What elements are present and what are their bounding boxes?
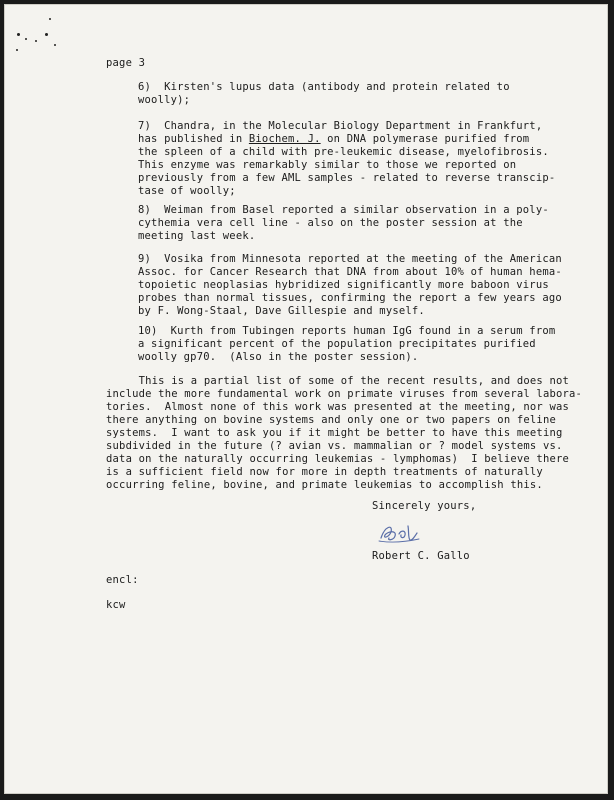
stray-mark (54, 44, 56, 46)
closing-paragraph-line: include the more fundamental work on primate viruses from several labora- (106, 388, 583, 400)
stray-mark (25, 38, 27, 40)
handwritten-signature (375, 520, 425, 546)
list-item-7-line-6: tase of woolly; (138, 185, 236, 197)
salutation: Sincerely yours, (372, 500, 477, 512)
text-body: spleen of a child with pre-leukemic disease, myelofibrosis. (164, 146, 549, 158)
list-item-7-line-3 (138, 146, 549, 159)
list-item-10-line-3: woolly gp70. (Also in the poster session). (138, 351, 419, 363)
closing-paragraph-line: This is a partial list of some of the recent results, and does not (106, 375, 570, 387)
list-item-6-line-2: woolly); (138, 94, 191, 106)
stray-mark (49, 18, 51, 20)
closing-paragraph-line: is a sufficient field now for more in depth treatments of naturally (106, 466, 543, 478)
list-item-9-line-5: by F. Wong-Staal, Dave Gillespie and myself. (138, 305, 425, 317)
list-item-9-line-3: topoietic neoplasias hybridized significantly more baboon virus (138, 279, 549, 291)
stray-mark (16, 49, 18, 51)
closing-paragraph-line: tories. Almost none of this work was presented at the meeting, nor was (106, 401, 570, 413)
list-item-8-line-2: cythemia vera cell line - also on the poster session at the (138, 217, 523, 229)
signer-name: Robert C. Gallo (372, 550, 470, 562)
list-item-9-line-4: probes than normal tissues, confirming the report a few years ago (138, 292, 562, 304)
list-item-6-line-1: 6) Kirsten's lupus data (antibody and protein related to (138, 81, 510, 93)
closing-paragraph-line: there anything on bovine systems and only one or two papers on feline (106, 414, 556, 426)
list-item-10-line-2: a significant percent of the population precipitates purified (138, 338, 536, 350)
text-prefix: has published in (138, 133, 249, 145)
stray-mark (17, 33, 20, 36)
stray-mark (45, 33, 48, 36)
closing-paragraph-line: subdivided in the future (? avian vs. mammalian or ? model systems vs. (106, 440, 563, 452)
document-page (4, 4, 608, 794)
text-suffix: on DNA polymerase purified from (320, 133, 530, 145)
stray-mark (35, 40, 37, 42)
text-prefix: the (138, 146, 165, 158)
list-item-7-line-1: 7) Chandra, in the Molecular Biology Department in Frankfurt, (138, 120, 543, 132)
typist-initials: kcw (106, 599, 126, 611)
closing-paragraph-line: occurring feline, bovine, and primate leukemias to accomplish this. (106, 479, 543, 491)
list-item-9-line-1: 9) Vosika from Minnesota reported at the meeting of the American (138, 253, 562, 265)
list-item-8-line-3: meeting last week. (138, 230, 256, 242)
list-item-7-line-2 (138, 133, 529, 146)
list-item-9-line-2: Assoc. for Cancer Research that DNA from about 10% of human hema- (138, 266, 562, 278)
list-item-8-line-1: 8) Weiman from Basel reported a similar observation in a poly- (138, 204, 549, 216)
list-item-7-line-5: previously from a few AML samples - related to reverse transcip- (138, 172, 556, 184)
list-item-7-line-4: This enzyme was remarkably similar to those we reported on (138, 159, 517, 171)
closing-paragraph-line: systems. I want to ask you if it might be better to have this meeting (106, 427, 563, 439)
enclosure-note: encl: (106, 574, 139, 586)
page-number: page 3 (106, 57, 146, 69)
journal-name: Biochem. J. (248, 133, 321, 145)
list-item-10-line-1: 10) Kurth from Tubingen reports human IgG found in a serum from (138, 325, 556, 337)
closing-paragraph-line: data on the naturally occurring leukemias - lymphomas) I believe there (106, 453, 570, 465)
